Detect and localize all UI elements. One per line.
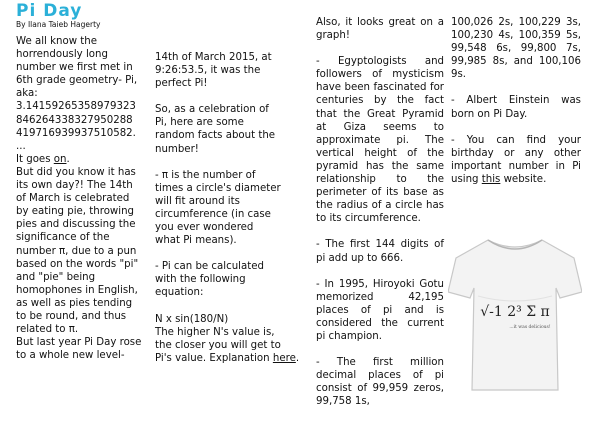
goes-on-line: [16, 153, 156, 166]
pyramid-fact: - Egyptologists and followers of mysticism have been fascinated for centuries by the fact that the Great Pyramid at Giza seems to approximate pi. The vertical height of the pyramid has the same relationship to the perimeter of its base as the radius of a circle has to its circumference.: [316, 56, 444, 225]
diameter-fact: - π is the number of times a circle's diameter will fit around its circumference (in case you ever wondered what Pi means).: [155, 169, 281, 247]
intro-paragraph: We all know the horrendously long number we first met in 6th grade geometry- Pi, aka: 3.14159265358979323 846264338327950288 419716939937510582. ...: [16, 36, 138, 152]
explanation-link[interactable]: here: [272, 352, 296, 364]
celebration-paragraph: So, as a celebration of Pi, here are some random facts about the number!: [155, 104, 276, 155]
on-link[interactable]: on: [53, 153, 67, 165]
champion-fact: - In 1995, Hiroyoki Gotu memorized 42,195 places of pi and is considered the current pi champion.: [316, 278, 444, 342]
digits-fact: - The first 144 digits of pi add up to 666.: [316, 239, 444, 264]
digit-counts-fact: 100,026 2s, 100,229 3s, 100,230 4s, 100,359 5s, 99,548 6s, 99,800 7s, 99,985 8s, and 100,106 9s.: [451, 17, 581, 81]
shirt-math-text: √-1 2³ Σ π: [480, 304, 550, 320]
goes-on-suffix: .: [66, 153, 70, 165]
shirt-caption: ...it was delicious!: [509, 325, 551, 330]
einstein-fact: - Albert Einstein was born on Pi Day.: [451, 95, 581, 120]
column-2: [155, 51, 305, 365]
byline: By Ilana Taieb Hagerty: [16, 20, 101, 29]
pi-day-paragraph: But did you know it has its own day?! The 14th of March is celebrated by eating pie, throwing pies and discussing the significance of the number π, due to a pun based on the words "pi" and "pie" being homophones in English, as well as pies tending to be round, and thus related to π. But last year Pi Day rose to a whole new level-: [16, 166, 142, 362]
graph-fact: Also, it looks great on a graph!: [316, 17, 444, 42]
column-4: [451, 16, 581, 186]
birthday-text: - You can find your birthday or any other important number in Pi using: [451, 134, 581, 185]
equation-end: .: [295, 352, 300, 364]
website-link[interactable]: this: [481, 173, 501, 185]
equation-fact: - Pi can be calculated with the following equation:: [155, 261, 264, 299]
column-1: [16, 0, 156, 362]
perfect-pi-paragraph: 14th of March 2015, at 9:26:53.5, it was the perfect Pi!: [155, 52, 272, 90]
birthday-end: website.: [500, 173, 547, 185]
million-places-fact: - The first million decimal places of pi consist of 99,959 zeros, 99,758 1s,: [316, 357, 444, 408]
goes-on-prefix: It goes: [16, 153, 54, 165]
birthday-fact: [451, 134, 581, 186]
equation-text: N x sin(180/N) The higher N's value is, the closer you will get to Pi's value. Explanation: [155, 313, 281, 364]
column-3: [316, 16, 444, 408]
equation-explanation: [155, 313, 305, 365]
pi-tshirt-image: [448, 236, 582, 392]
article-title: Pi Day: [16, 1, 83, 21]
